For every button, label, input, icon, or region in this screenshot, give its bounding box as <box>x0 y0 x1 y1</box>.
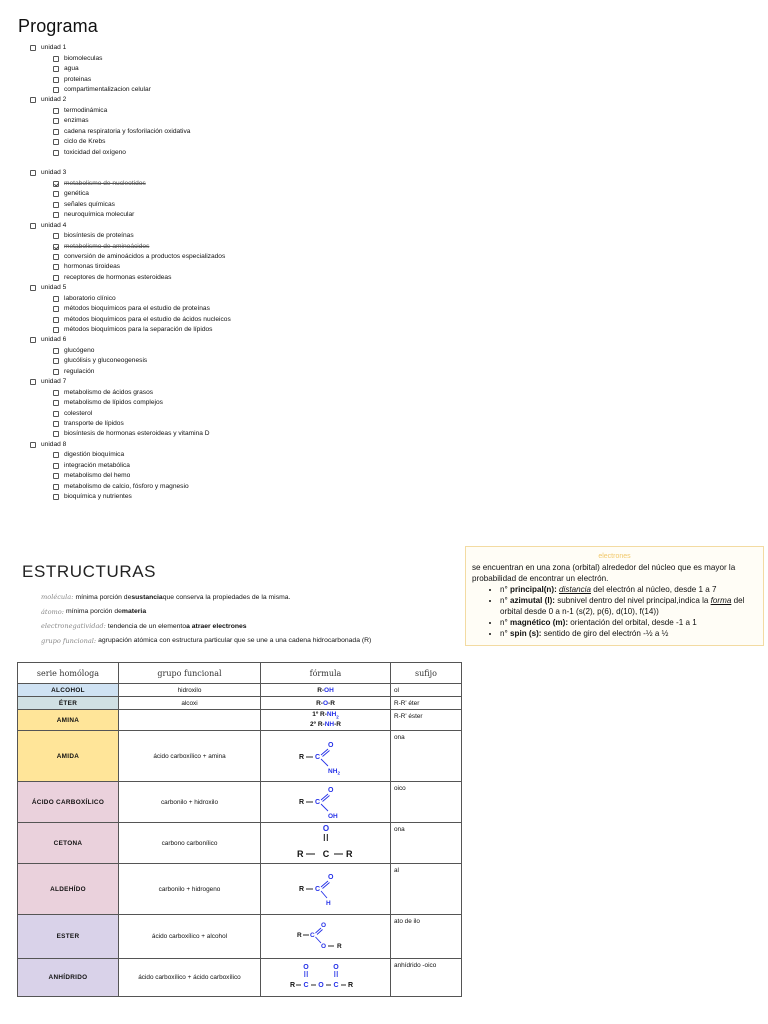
formula-cell <box>261 915 391 959</box>
section-heading: ESTRUCTURAS <box>22 562 157 581</box>
checklist-item-label: hormonas tiroideas <box>64 263 121 271</box>
note-title: electrones <box>598 553 631 560</box>
checklist-item-label: receptores de hormonas esteroideas <box>64 273 172 281</box>
sufijo-cell: ato de ilo <box>391 915 462 959</box>
checklist-item[interactable] <box>30 241 450 251</box>
serie-cell: ALDEHÍDO <box>18 864 119 915</box>
checklist-item-label: unidad 6 <box>41 336 67 344</box>
serie-cell: ALCOHOL <box>18 684 119 697</box>
checkbox-icon[interactable] <box>53 150 59 156</box>
checklist-item-label: unidad 2 <box>41 96 67 104</box>
checklist-item-label: neuroquímica molecular <box>64 211 135 219</box>
checkbox-icon[interactable] <box>53 452 59 458</box>
checklist-item-label: proteinas <box>64 75 92 83</box>
checkbox-icon[interactable] <box>53 369 59 375</box>
checklist-item[interactable] <box>30 137 450 147</box>
sufijo-cell: R-R' éster <box>391 710 462 731</box>
svg-text:R: R <box>289 981 295 989</box>
table-row <box>18 864 462 915</box>
checklist-item-label: toxicidad del oxígeno <box>64 148 126 156</box>
checkbox-icon[interactable] <box>53 400 59 406</box>
checkbox-icon[interactable] <box>53 411 59 417</box>
note-list <box>472 584 757 639</box>
definition-keyword: a atraer electrones <box>186 622 247 630</box>
header-serie: serie homóloga <box>18 663 119 684</box>
checkbox-icon[interactable] <box>30 45 36 51</box>
definition-text: tendencia de un elemento <box>107 622 187 630</box>
checklist-item[interactable] <box>30 231 450 241</box>
sufijo-cell: al <box>391 864 462 915</box>
svg-text:O: O <box>302 963 309 971</box>
checklist-item-label: digestión bioquímica <box>64 451 125 459</box>
checklist-item[interactable] <box>30 273 450 283</box>
formula-cell <box>261 959 391 997</box>
checklist-item[interactable] <box>30 461 450 471</box>
serie-cell: ANHÍDRIDO <box>18 959 119 997</box>
note-item-emphasis: distancia <box>559 585 591 594</box>
grupo-cell: carbonilo + hidroxilo <box>119 782 261 823</box>
electrons-note <box>465 546 764 646</box>
checklist-item[interactable] <box>30 367 450 377</box>
checklist-item-label: colesterol <box>64 409 93 417</box>
checklist-item[interactable] <box>30 450 450 460</box>
checklist-item-label: termodinámica <box>64 106 108 114</box>
checklist-item[interactable] <box>30 481 450 491</box>
note-item <box>500 617 757 628</box>
checklist-item-label: integración metabólica <box>64 461 130 469</box>
definition-text: mínima porción de <box>75 593 132 601</box>
checklist-item-label: laboratorio clínico <box>64 294 116 302</box>
checklist-item[interactable] <box>30 356 450 366</box>
checklist-item[interactable] <box>30 325 450 335</box>
definition-term: electronegatividad: <box>41 622 106 631</box>
checklist-item-label: glucógeno <box>64 346 95 354</box>
checkbox-icon[interactable] <box>30 379 36 385</box>
table-row <box>18 915 462 959</box>
svg-text:H: H <box>325 900 331 907</box>
checklist-item[interactable] <box>30 210 450 220</box>
formula-cell: 1º $R-NH_2$ 2º R-NH-R <box>261 710 391 731</box>
sufijo-cell: ol <box>391 684 462 697</box>
checklist-item-label: biomoleculas <box>64 54 103 62</box>
checkbox-icon[interactable] <box>53 108 59 114</box>
svg-text:NH: NH <box>327 768 337 775</box>
grupo-cell: ácido carboxílico + ácido carboxílico <box>119 959 261 997</box>
svg-text:R: R <box>347 981 353 989</box>
note-item <box>500 584 757 595</box>
definition-text-end: que conserva la propiedades de la misma. <box>162 593 291 601</box>
sufijo-cell: ona <box>391 823 462 864</box>
checklist-item-label: unidad 3 <box>41 169 67 177</box>
serie-cell: ÉTER <box>18 697 119 710</box>
checklist-item[interactable] <box>30 147 450 157</box>
functional-groups-table <box>17 662 462 997</box>
checkbox-icon[interactable] <box>53 296 59 302</box>
checkbox-icon[interactable] <box>53 233 59 239</box>
checklist-item-label: enzimas <box>64 117 89 125</box>
checklist-item-label: compartimentalizacion celular <box>64 85 151 93</box>
svg-text:C: C <box>322 849 329 859</box>
svg-text:R: R <box>296 931 302 939</box>
checklist-item[interactable] <box>30 95 450 105</box>
table-header-row <box>18 663 462 684</box>
checklist-item[interactable] <box>30 408 450 418</box>
checklist-item-label: métodos bioquímicos para la separación de lípidos <box>64 326 213 334</box>
svg-text:R: R <box>298 754 304 761</box>
checkbox-icon[interactable] <box>30 223 36 229</box>
definition-row <box>41 605 461 620</box>
checklist-item[interactable] <box>30 116 450 126</box>
checklist-item-label: metabolismo de calcio, fósforo y magnesio <box>64 482 189 490</box>
definitions-list <box>41 590 461 648</box>
note-item <box>500 595 757 617</box>
checklist-item[interactable] <box>30 429 450 439</box>
grupo-cell <box>119 710 261 731</box>
checklist-item-label: glucólisis y gluconeogenesis <box>64 357 148 365</box>
formula-cell <box>261 823 391 864</box>
checklist-item[interactable] <box>30 314 450 324</box>
note-item-term: magnético (m): <box>510 618 569 627</box>
note-item-text: subnivel dentro del nivel principal,indica la <box>554 596 711 605</box>
checkbox-icon[interactable] <box>53 129 59 135</box>
checklist-item[interactable] <box>30 106 450 116</box>
svg-text:O: O <box>332 963 339 971</box>
checklist-item-label: biosíntesis de proteínas <box>64 232 134 240</box>
header-formula: fórmula <box>261 663 391 684</box>
checklist-item[interactable] <box>30 53 450 63</box>
note-item-text-end: del orbital desde 0 a n-1 (s(2), p(6), d(10), f(14)) <box>500 596 745 616</box>
svg-text:R: R <box>345 849 352 859</box>
definition-row <box>41 590 461 605</box>
definition-row <box>41 619 461 634</box>
definition-term: átomo: <box>41 607 64 616</box>
checkbox-icon[interactable] <box>53 139 59 145</box>
table-row <box>18 684 462 697</box>
checkbox-icon[interactable] <box>30 97 36 103</box>
svg-text:R: R <box>298 799 304 806</box>
table-row <box>18 782 462 823</box>
note-item <box>500 628 757 639</box>
sufijo-cell: ona <box>391 731 462 782</box>
checklist-item[interactable] <box>30 492 450 502</box>
checkbox-icon[interactable] <box>53 87 59 93</box>
checklist-item[interactable] <box>30 127 450 137</box>
checklist-item[interactable] <box>30 419 450 429</box>
checklist-item[interactable] <box>30 189 450 199</box>
note-item-emphasis: forma <box>710 596 732 605</box>
checkbox-icon[interactable] <box>53 77 59 83</box>
checklist-item-label: metabolismo de nucleotidos <box>64 179 146 187</box>
checkbox-icon[interactable] <box>53 56 59 62</box>
checkbox-icon[interactable] <box>30 337 36 343</box>
checklist-item-label: agua <box>64 65 79 73</box>
checklist-item-label: metabolismo del hemo <box>64 472 131 480</box>
table-row <box>18 731 462 782</box>
note-item-text: orientación del orbital, desde -1 a 1 <box>568 618 697 627</box>
checklist-item[interactable] <box>30 440 450 450</box>
definition-term: grupo funcional: <box>41 636 97 645</box>
checklist-item-label: unidad 5 <box>41 284 67 292</box>
serie-cell: AMIDA <box>18 731 119 782</box>
svg-text:O: O <box>327 742 333 749</box>
checklist-item[interactable] <box>30 346 450 356</box>
svg-text:C: C <box>302 981 309 989</box>
checklist-item[interactable] <box>30 179 450 189</box>
svg-text:R: R <box>336 942 342 950</box>
checklist-item-label: transporte de lípidos <box>64 419 124 427</box>
note-item-text: sentido de giro del electrón -½ a ½ <box>541 629 669 638</box>
checklist-item[interactable] <box>30 85 450 95</box>
checkbox-icon[interactable] <box>53 358 59 364</box>
checkbox-icon[interactable] <box>53 275 59 281</box>
checkbox-icon[interactable] <box>53 327 59 333</box>
checkbox-icon[interactable] <box>53 494 59 500</box>
checklist-item-label: unidad 7 <box>41 378 67 386</box>
grupo-cell: ácido carboxílico + alcohol <box>119 915 261 959</box>
svg-text:O: O <box>322 824 329 833</box>
checklist-item[interactable] <box>30 220 450 230</box>
svg-text:OH: OH <box>327 813 338 820</box>
note-item-term: principal(n): <box>510 585 557 594</box>
checklist-item-label: unidad 4 <box>41 221 67 229</box>
checkbox-icon[interactable] <box>53 191 59 197</box>
checklist-item[interactable] <box>30 168 450 178</box>
serie-cell: AMINA <box>18 710 119 731</box>
definition-text: mínima porción de <box>66 608 122 616</box>
note-item-prefix: n° <box>500 618 510 627</box>
checklist-item[interactable] <box>30 74 450 84</box>
spacer <box>30 158 450 168</box>
serie-cell: ÁCIDO CARBOXÍLICO <box>18 782 119 823</box>
definition-keyword: sustancia <box>131 593 163 601</box>
svg-text:R: R <box>298 886 304 893</box>
definition-term: molécula: <box>41 593 74 602</box>
note-intro: se encuentran en una zona (orbital) alrededor del núcleo que es mayor la probabilidad de encontrar un electrón. <box>472 563 736 583</box>
checkbox-icon[interactable] <box>53 484 59 490</box>
checklist-item-label: regulación <box>64 367 95 375</box>
definition-keyword: materia <box>121 608 147 616</box>
checklist-item[interactable] <box>30 304 450 314</box>
svg-text:O: O <box>327 787 333 794</box>
checkbox-icon[interactable] <box>53 212 59 218</box>
checklist-item-label: metabolismo de aminoácidos <box>64 242 150 250</box>
svg-text:O: O <box>320 942 326 950</box>
svg-text:C: C <box>314 886 320 893</box>
note-item-prefix: n° <box>500 596 510 605</box>
checklist-item-label: unidad 1 <box>41 44 67 52</box>
sufijo-cell: R-R' éter <box>391 697 462 710</box>
formula-cell <box>261 731 391 782</box>
checklist-item[interactable] <box>30 387 450 397</box>
checklist-item-label: métodos bioquímicos para el estudio de proteínas <box>64 305 210 313</box>
checklist-item[interactable] <box>30 43 450 53</box>
note-item-prefix: n° <box>500 629 510 638</box>
checklist-item-label: bioquímica y nutrientes <box>64 493 132 501</box>
checkbox-icon[interactable] <box>53 254 59 260</box>
checkbox-icon[interactable] <box>53 66 59 72</box>
grupo-cell: ácido carboxílico + amina <box>119 731 261 782</box>
serie-cell: CETONA <box>18 823 119 864</box>
grupo-cell: hidroxilo <box>119 684 261 697</box>
checked-checkbox-icon[interactable] <box>53 244 59 250</box>
checklist-item[interactable] <box>30 252 450 262</box>
page-title: Programa <box>18 16 98 36</box>
checkbox-icon[interactable] <box>53 463 59 469</box>
note-item-prefix: n° <box>500 585 510 594</box>
grupo-cell: alcoxi <box>119 697 261 710</box>
note-item-term: azimutal (l): <box>510 596 555 605</box>
checkbox-icon[interactable] <box>30 285 36 291</box>
checklist-item-label: métodos bioquímicos para el estudio de ácidos nucleicos <box>64 315 231 323</box>
svg-text:C: C <box>332 981 339 989</box>
checkbox-icon[interactable] <box>30 170 36 176</box>
definition-text: agrupación atómica con estructura particular que se une a una cadena hidrocarbonada (R) <box>98 637 372 645</box>
checkbox-icon[interactable] <box>53 473 59 479</box>
checkbox-icon[interactable] <box>53 390 59 396</box>
checklist-item-label: conversión de aminoácidos a productos especializados <box>64 252 226 260</box>
table-row <box>18 710 462 731</box>
table-row <box>18 823 462 864</box>
checklist-item-label: metabolismo de ácidos grasos <box>64 388 154 396</box>
checkbox-icon[interactable] <box>30 442 36 448</box>
checklist-item[interactable] <box>30 262 450 272</box>
note-item-text-end: del electrón al núcleo, desde 1 a 7 <box>590 585 717 594</box>
svg-text:O: O <box>317 981 324 989</box>
formula-cell: R-OH <box>261 684 391 697</box>
checklist-item-label: unidad 8 <box>41 440 67 448</box>
checkbox-icon[interactable] <box>53 317 59 323</box>
checkbox-icon[interactable] <box>53 264 59 270</box>
table-row <box>18 959 462 997</box>
checklist-item[interactable] <box>30 335 450 345</box>
sufijo-cell: oico <box>391 782 462 823</box>
checklist-item-label: metabolismo de lípidos complejos <box>64 399 163 407</box>
checklist-item[interactable] <box>30 294 450 304</box>
checklist-item[interactable] <box>30 283 450 293</box>
checklist-item-label: genética <box>64 190 89 198</box>
formula-cell <box>261 782 391 823</box>
grupo-cell: carbonilo + hidrogeno <box>119 864 261 915</box>
checklist-item-label: biosíntesis de hormonas esteroideas y vitamina D <box>64 430 210 438</box>
table-row <box>18 697 462 710</box>
svg-text:C: C <box>309 931 315 939</box>
checkbox-icon[interactable] <box>53 202 59 208</box>
serie-cell: ESTER <box>18 915 119 959</box>
svg-text:O: O <box>327 874 333 881</box>
grupo-cell: carbono carbonílico <box>119 823 261 864</box>
svg-text:C: C <box>314 799 320 806</box>
note-item-term: spin (s): <box>510 629 542 638</box>
checked-checkbox-icon[interactable] <box>53 181 59 187</box>
checklist-item[interactable] <box>30 377 450 387</box>
checkbox-icon[interactable] <box>53 431 59 437</box>
checklist-item[interactable] <box>30 200 450 210</box>
checklist-item-label: señales químicas <box>64 200 115 208</box>
checkbox-icon[interactable] <box>53 421 59 427</box>
svg-text:O: O <box>320 921 326 929</box>
checkbox-icon[interactable] <box>53 348 59 354</box>
checkbox-icon[interactable] <box>53 306 59 312</box>
header-sufijo: sufijo <box>391 663 462 684</box>
definition-row <box>41 634 461 649</box>
svg-text:C: C <box>314 754 320 761</box>
svg-text:R: R <box>296 849 303 859</box>
header-grupo: grupo funcional <box>119 663 261 684</box>
checklist-item-label: ciclo de Krebs <box>64 138 106 146</box>
formula-cell: R-O-R <box>261 697 391 710</box>
checklist-item[interactable] <box>30 64 450 74</box>
syllabus-checklist <box>30 43 450 502</box>
checklist-item-label: cadena respiratoria y fosforilación oxidativa <box>64 127 191 135</box>
checkbox-icon[interactable] <box>53 118 59 124</box>
formula-cell <box>261 864 391 915</box>
svg-text:2: 2 <box>337 770 340 776</box>
checklist-item[interactable] <box>30 398 450 408</box>
sufijo-cell: anhídrido -oico <box>391 959 462 997</box>
checklist-item[interactable] <box>30 471 450 481</box>
